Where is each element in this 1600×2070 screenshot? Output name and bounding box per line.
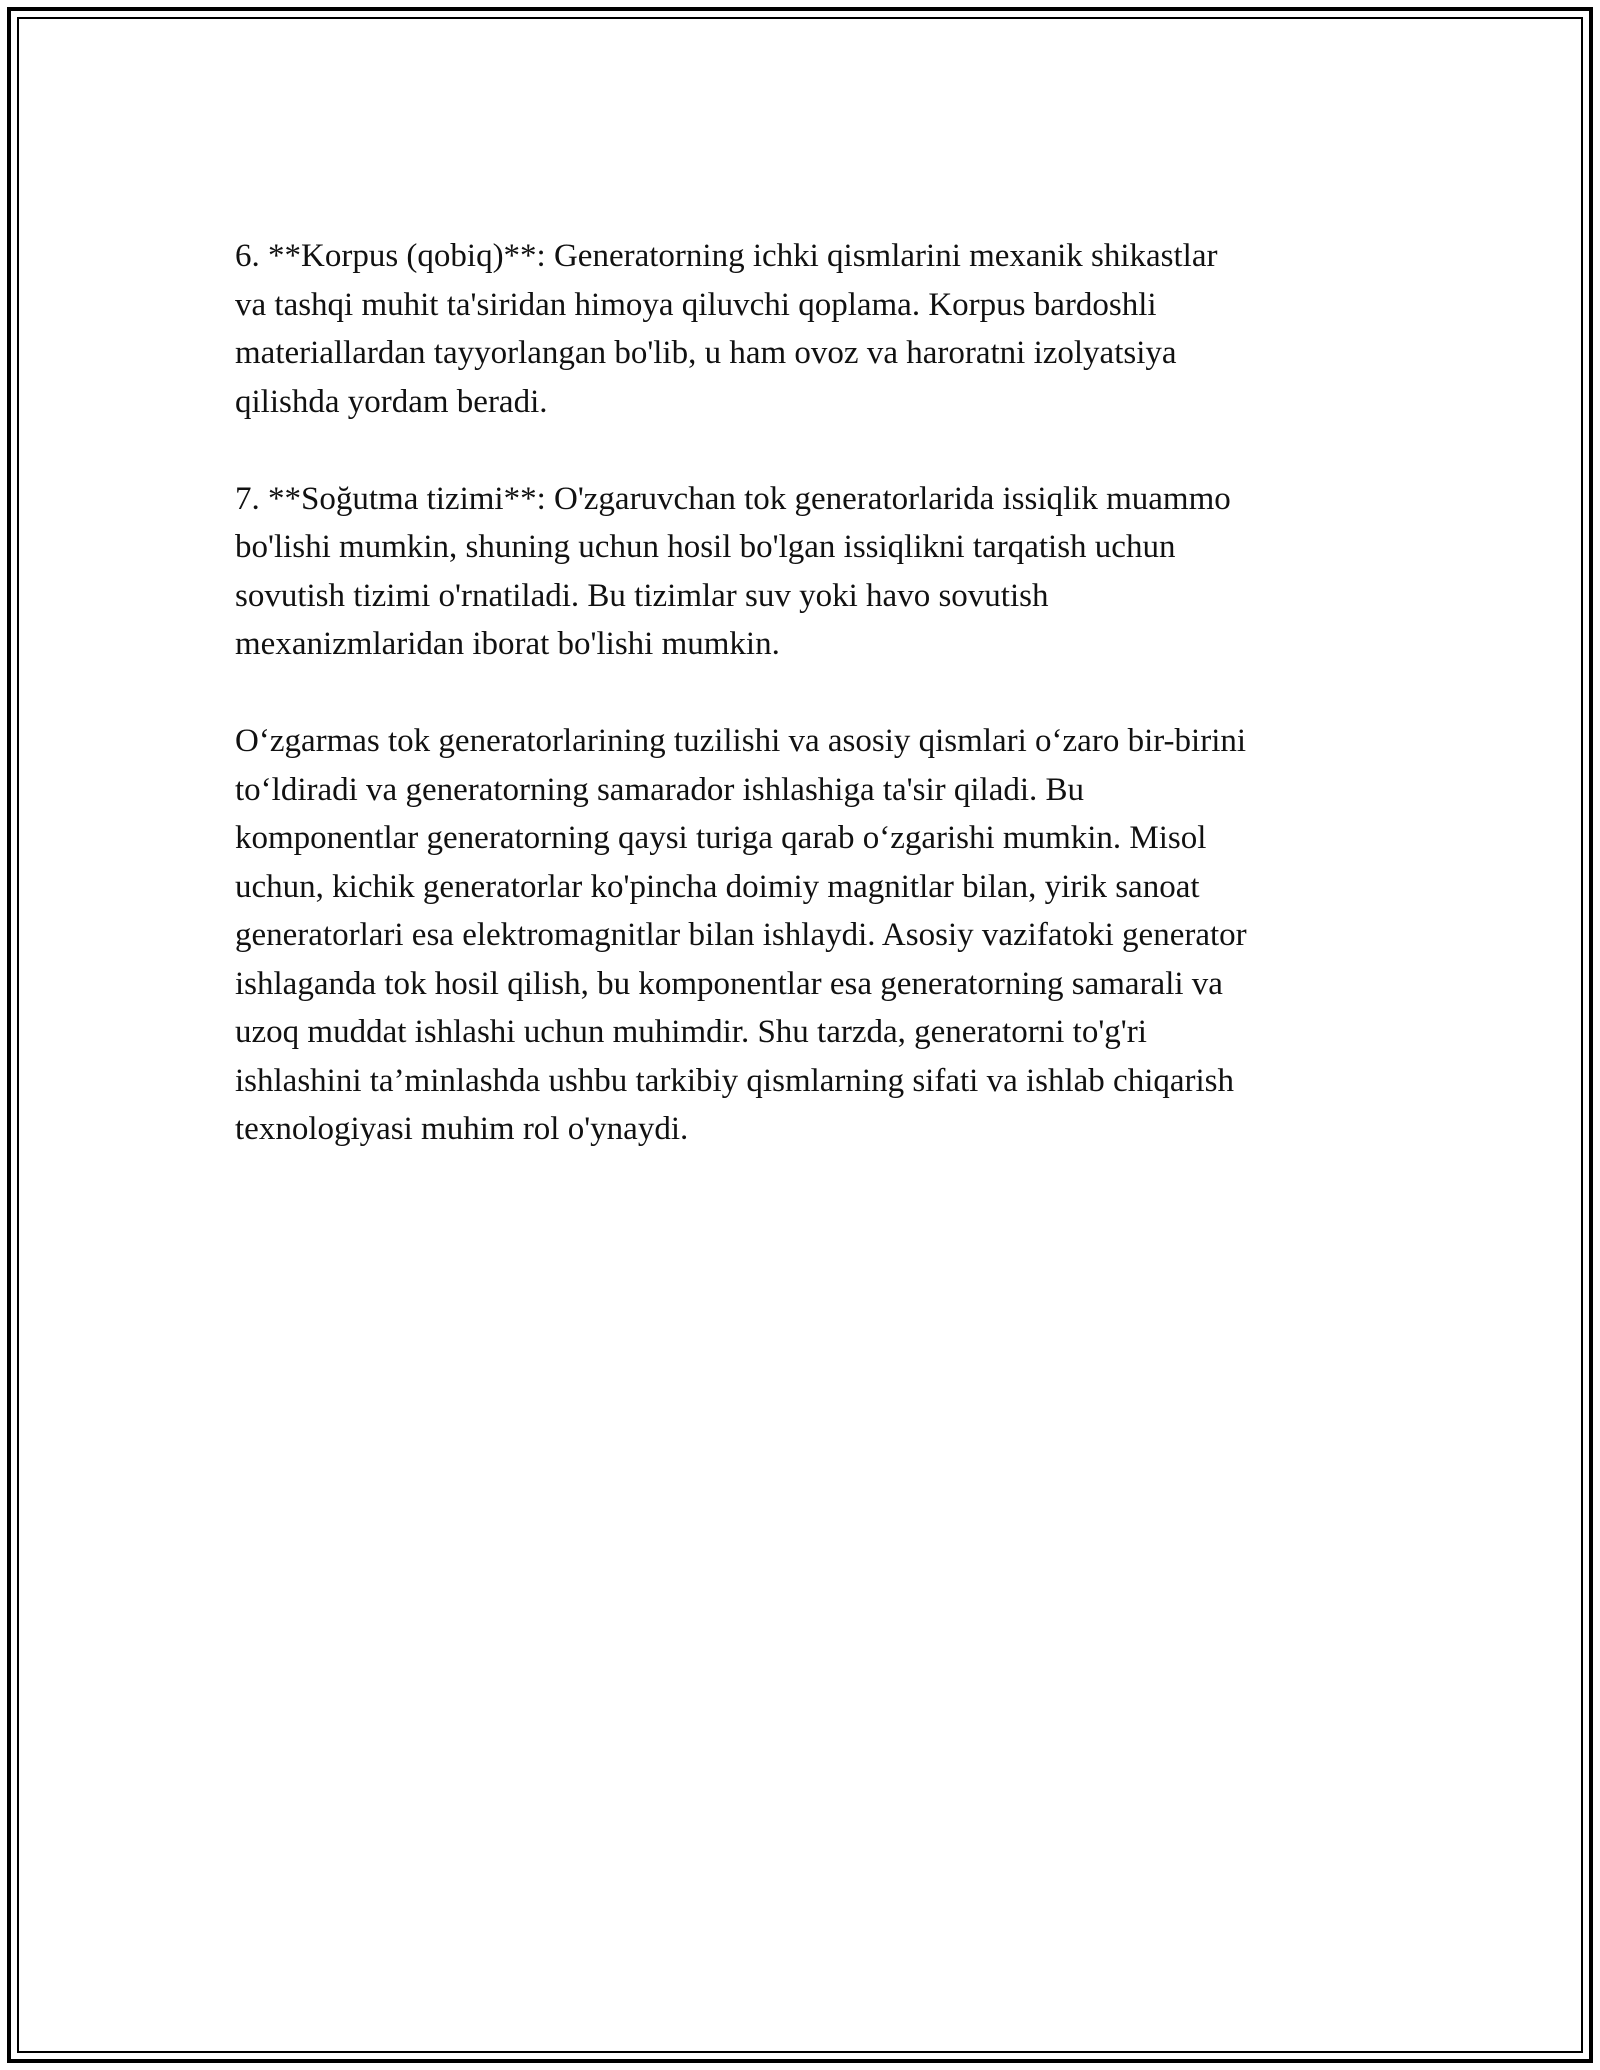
text-line: materiallardan tayyorlangan bo'lib, u ham ovoz va haroratni izolyatsiya — [235, 335, 1177, 371]
text-line: ishlashini ta’minlashda ushbu tarkibiy qismlarning sifati va ishlab chiqarish — [235, 1062, 1235, 1099]
text-line: generatorlari esa elektromagnitlar bilan ishlaydi. Asosiy vazifatoki generator — [235, 917, 1247, 953]
document-body — [235, 232, 1375, 1202]
text-line: 7. **Soğutma tizimi**: O'zgaruvchan tok generatorlarida issiqlik muammo — [235, 480, 1231, 517]
text-line: qilishda yordam beradi. — [235, 383, 548, 420]
text-line: uzoq muddat ishlashi uchun muhimdir. Shu tarzda, generatorni to'g'ri — [235, 1014, 1147, 1050]
text-line: komponentlar generatorning qaysi turiga qarab o‘zgarishi mumkin. Misol — [235, 820, 1207, 856]
text-line: texnologiyasi muhim rol o'ynaydi. — [235, 1111, 689, 1147]
text-line: mexanizmlaridan iborat bo'lishi mumkin. — [235, 626, 780, 662]
paragraph-conclusion — [235, 717, 1375, 1154]
text-line: ishlaganda tok hosil qilish, bu komponentlar esa generatorning samarali va — [235, 965, 1223, 1002]
text-line: uchun, kichik generatorlar ko'pincha doimiy magnitlar bilan, yirik sanoat — [235, 868, 1200, 905]
text-line: bo'lishi mumkin, shuning uchun hosil bo'lgan issiqlikni tarqatish uchun — [235, 529, 1176, 565]
paragraph-korpus — [235, 232, 1375, 426]
text-line: va tashqi muhit ta'siridan himoya qiluvchi qoplama. Korpus bardoshli — [235, 286, 1157, 323]
text-line: sovutish tizimi o'rnatiladi. Bu tizimlar suv yoki havo sovutish — [235, 577, 1049, 614]
text-line: to‘ldiradi va generatorning samarador ishlashiga ta'sir qiladi. Bu — [235, 771, 1085, 808]
paragraph-sogutma-tizimi — [235, 475, 1375, 669]
text-line: O‘zgarmas tok generatorlarining tuzilishi va asosiy qismlari o‘zaro bir-birini — [235, 723, 1247, 759]
text-line: 6. **Korpus (qobiq)**: Generatorning ichki qismlarini mexanik shikastlar — [235, 238, 1218, 274]
